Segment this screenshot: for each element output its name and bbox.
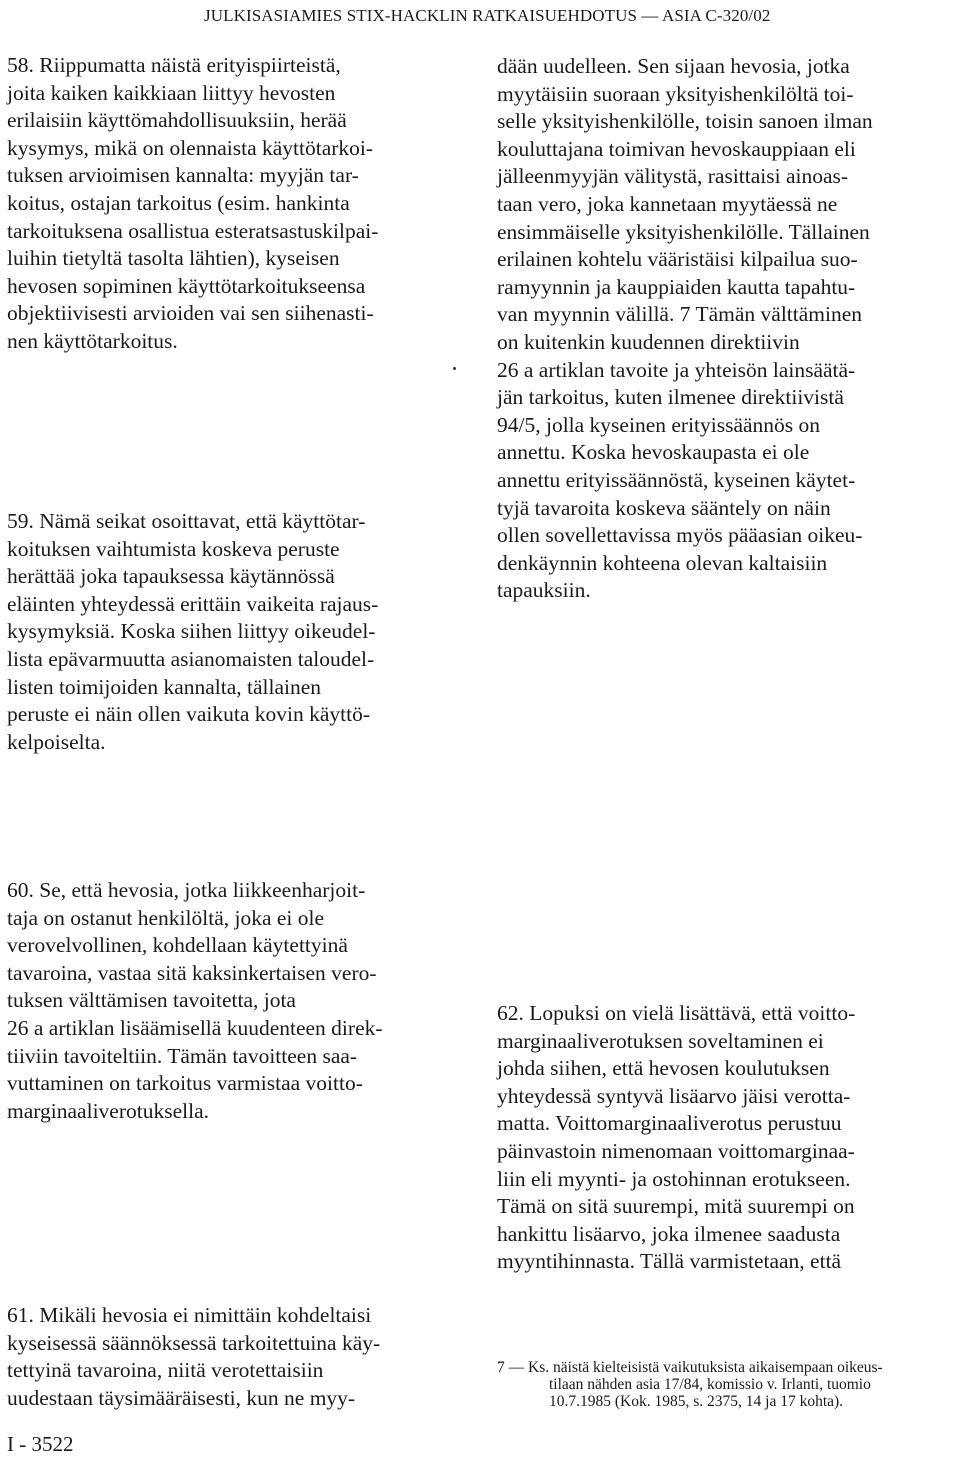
paragraph-61 — [7, 1302, 467, 1412]
running-header: JULKISASIAMIES STIX-HACKLIN RATKAISUEHDOTUS — ASIA C-320/02 — [204, 6, 771, 25]
text-line: 26 a artiklan tavoite ja yhteisön lainsäätä- — [497, 357, 856, 382]
text-line: päinvastoin nimenomaan voittomarginaa- — [497, 1138, 855, 1163]
text-line: 94/5, jolla kyseinen erityissäännös on — [497, 412, 821, 437]
text-line: annettu. Koska hevoskaupasta ei ole — [497, 440, 810, 465]
text-line: objektiivisesti arvioiden vai sen siihenasti- — [7, 301, 374, 326]
text-line: dään uudelleen. Sen sijaan hevosia, jotka — [497, 54, 850, 78]
text-line: luihin tietyltä tasolta lähtien), kyseisen — [7, 246, 340, 271]
page-number: I - 3522 — [7, 1432, 74, 1456]
text-line: myyntihinnasta. Tällä varmistetaan, että — [497, 1249, 842, 1274]
text-line: tapauksiin. — [497, 578, 591, 603]
text-line: 60. Se, että hevosia, jotka liikkeenharjoit- — [7, 878, 366, 902]
text-line: 62. Lopuksi on vielä lisättävä, että voitto- — [497, 1001, 856, 1025]
text-line: tarkoituksena osallistua esteratsastuskilpai- — [7, 218, 379, 243]
text-line: liin eli myynti- ja ostohinnan erotukseen. — [497, 1166, 851, 1191]
text-line: vuttaminen on tarkoitus varmistaa voitto- — [7, 1071, 363, 1096]
text-line: 26 a artiklan lisäämisellä kuudenteen direk- — [7, 1015, 383, 1040]
text-line: selle yksityishenkilölle, toisin sanoen ilman — [497, 109, 873, 134]
text-line: hankittu lisäarvo, joka ilmenee saadusta — [497, 1221, 841, 1246]
text-line: jän tarkoitus, kuten ilmenee direktiivistä — [497, 385, 844, 410]
text-line: myytäisiin suoraan yksityishenkilöltä toi- — [497, 81, 854, 106]
text-line: ramyynnin ja kauppiaiden kautta tapahtu- — [497, 274, 856, 299]
text-line: erilainen kohtelu vääristäisi kilpailua suo- — [497, 247, 858, 272]
text-line: kysymys, mikä on olennaista käyttötarkoi- — [7, 135, 374, 160]
text-line: ollen sovellettavissa myös pääasian oikeu- — [497, 523, 863, 548]
text-line: taja on ostanut henkilöltä, joka ei ole — [7, 905, 325, 930]
text-line: kelpoiselta. — [7, 729, 106, 754]
paragraph-62 — [497, 1000, 957, 1276]
text-line: yhteydessä syntyvä lisäarvo jäisi verotta- — [497, 1083, 851, 1108]
text-line: taan vero, joka kannetaan myytäessä ne — [497, 191, 838, 216]
text-line: eläinten yhteydessä erittäin vaikeita rajaus- — [7, 591, 379, 616]
text-line: peruste ei näin ollen vaikuta kovin käyttö- — [7, 702, 371, 727]
text-line: joita kaiken kaikkiaan liittyy hevosten — [7, 80, 336, 105]
text-line: koituksen vaihtumista koskeva peruste — [7, 536, 340, 561]
text-line: nen käyttötarkoitus. — [7, 328, 178, 353]
text-line: tettyinä tavaroina, niitä verotettaisiin — [7, 1358, 324, 1383]
text-line: tilaan nähden asia 17/84, komissio v. Irlanti, tuomio — [549, 1376, 871, 1393]
text-line: verovelvollinen, kohdellaan käytettyinä — [7, 933, 348, 958]
text-line: matta. Voittomarginaaliverotus perustuu — [497, 1111, 842, 1136]
text-line: van myynnin välillä. 7 Tämän välttäminen — [497, 302, 863, 327]
text-line: koitus, ostajan tarkoitus (esim. hankinta — [7, 190, 350, 215]
footnote-7 — [497, 1359, 957, 1410]
text-line: kyseisessä säännöksessä tarkoitettuina käy- — [7, 1330, 381, 1355]
text-line: ensimmäiselle yksityishenkilölle. Tällainen — [497, 219, 870, 244]
text-line: tiiviin tavoiteltiin. Tämän tavoitteen saa- — [7, 1043, 358, 1068]
paragraph-59 — [7, 508, 467, 756]
text-line: annettu erityissäännöstä, kyseinen käytet- — [497, 467, 856, 492]
text-line: erilaisiin käyttömahdollisuuksiin, herää — [7, 108, 347, 133]
paragraph-60 — [7, 877, 467, 1125]
text-line: 58. Riippumatta näistä erityispiirteistä, — [7, 53, 341, 77]
text-line: herättää joka tapauksessa käytännössä — [7, 564, 335, 589]
text-line: tuksen välttämisen tavoitetta, jota — [7, 988, 296, 1013]
text-line: uudestaan täysimääräisesti, kun ne myy- — [7, 1385, 356, 1410]
text-line: kysymyksiä. Koska siihen liittyy oikeudel- — [7, 619, 376, 644]
text-line: 61. Mikäli hevosia ei nimittäin kohdeltaisi — [7, 1303, 372, 1327]
paragraph-58 — [7, 52, 467, 356]
text-line: lista epävarmuutta asianomaisten taloudel- — [7, 646, 375, 671]
stray-dot — [453, 367, 456, 370]
text-line: tavaroina, vastaa sitä kaksinkertaisen vero- — [7, 960, 377, 985]
text-line: tuksen arvioimisen kannalta: myyjän tar- — [7, 163, 359, 188]
paragraph-61-continued — [497, 53, 957, 605]
text-line: johda siihen, että hevosen koulutuksen — [497, 1056, 830, 1081]
text-line: tyjä tavaroita koskeva sääntely on näin — [497, 495, 831, 520]
text-line: listen toimijoiden kannalta, tällainen — [7, 674, 322, 699]
text-line: on kuitenkin kuudennen direktiivin — [497, 329, 800, 354]
text-line: kouluttajana toimivan hevoskauppiaan eli — [497, 136, 856, 161]
text-line: 7 — Ks. näistä kielteisistä vaikutuksista aikaisempaan oikeus- — [497, 1359, 883, 1376]
text-line: jälleenmyyjän välitystä, rasittaisi ainoas- — [497, 164, 849, 189]
text-line: 10.7.1985 (Kok. 1985, s. 2375, 14 ja 17 kohta). — [549, 1393, 844, 1410]
text-line: 59. Nämä seikat osoittavat, että käyttötar- — [7, 509, 366, 533]
text-line: marginaaliverotuksen soveltaminen ei — [497, 1028, 824, 1053]
text-line: hevosen sopiminen käyttötarkoitukseensa — [7, 273, 366, 298]
text-line: denkäynnin kohteena olevan kaltaisiin — [497, 550, 828, 575]
text-line: marginaaliverotuksella. — [7, 1098, 209, 1123]
text-line: Tämä on sitä suurempi, mitä suurempi on — [497, 1194, 855, 1219]
